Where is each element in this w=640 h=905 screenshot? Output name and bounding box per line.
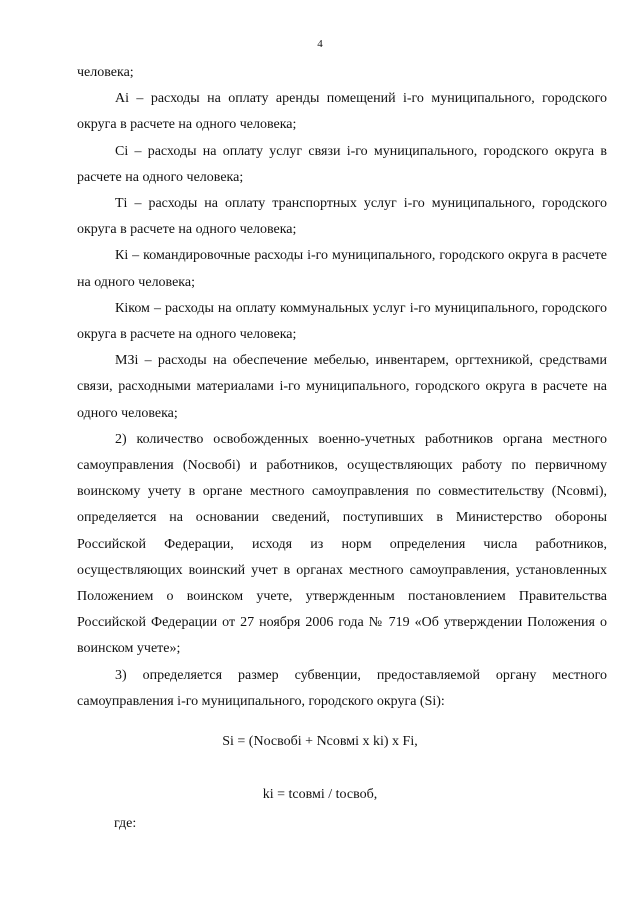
paragraph-transport: Тi – расходы на оплату транспортных услуг i-го муниципального, городского округа в расчете на одного человека;: [77, 196, 607, 238]
paragraph-utilities: Кiком – расходы на оплату коммунальных услуг i-го муниципального, городского округа в расчете на одного человека;: [77, 300, 607, 343]
paragraph-item-2: 2) количество освобожденных военно-учетных работников органа местного самоуправления (Nосвобi) и работников, осуществляющих работу по первичному воинскому учету в органе местного самоуправления по совместительству (Nсовмi), определяется на основании сведений, поступивших в Министерство обороны Российской Федерации, исходя из норм определения числа работников, осуществляющих воинский учет в органах местного самоуправления, установленных Положением о воинском учете, утвержденным постановлением Правительства Российской Федерации от 27 ноября 2006 года № 719 «Об утверждении Положения о воинском учете»;: [77, 431, 607, 657]
document-body: [77, 60, 607, 715]
paragraph-travel: Кi – командировочные расходы i-го муниципального, городского округа в расчете на одного человека;: [77, 248, 607, 290]
paragraph-rent: Аi – расходы на оплату аренды помещений i-го муниципального, городского округа в расчете на одного человека;: [77, 91, 607, 133]
formula-coefficient: ki = tсовмi / tосвоб,: [262, 787, 378, 802]
paragraph-continuation: человека;: [77, 65, 134, 80]
where-label: где:: [114, 816, 137, 831]
formula-subvention: Si = (Nосвобi + Nсовмi x ki) x Fi,: [222, 734, 418, 749]
paragraph-furniture: МЗi – расходы на обеспечение мебелью, инвентарем, оргтехникой, средствами связи, расходными материалами i-го муниципального, городского округа в расчете на одного человека;: [77, 353, 607, 421]
paragraph-communications: Сi – расходы на оплату услуг связи i-го муниципального, городского округа в расчете на одного человека;: [77, 143, 607, 185]
paragraph-item-3: 3) определяется размер субвенции, предоставляемой органу местного самоуправления i-го муниципального, городского округа (Si):: [77, 667, 607, 709]
page-number: 4: [317, 38, 323, 50]
